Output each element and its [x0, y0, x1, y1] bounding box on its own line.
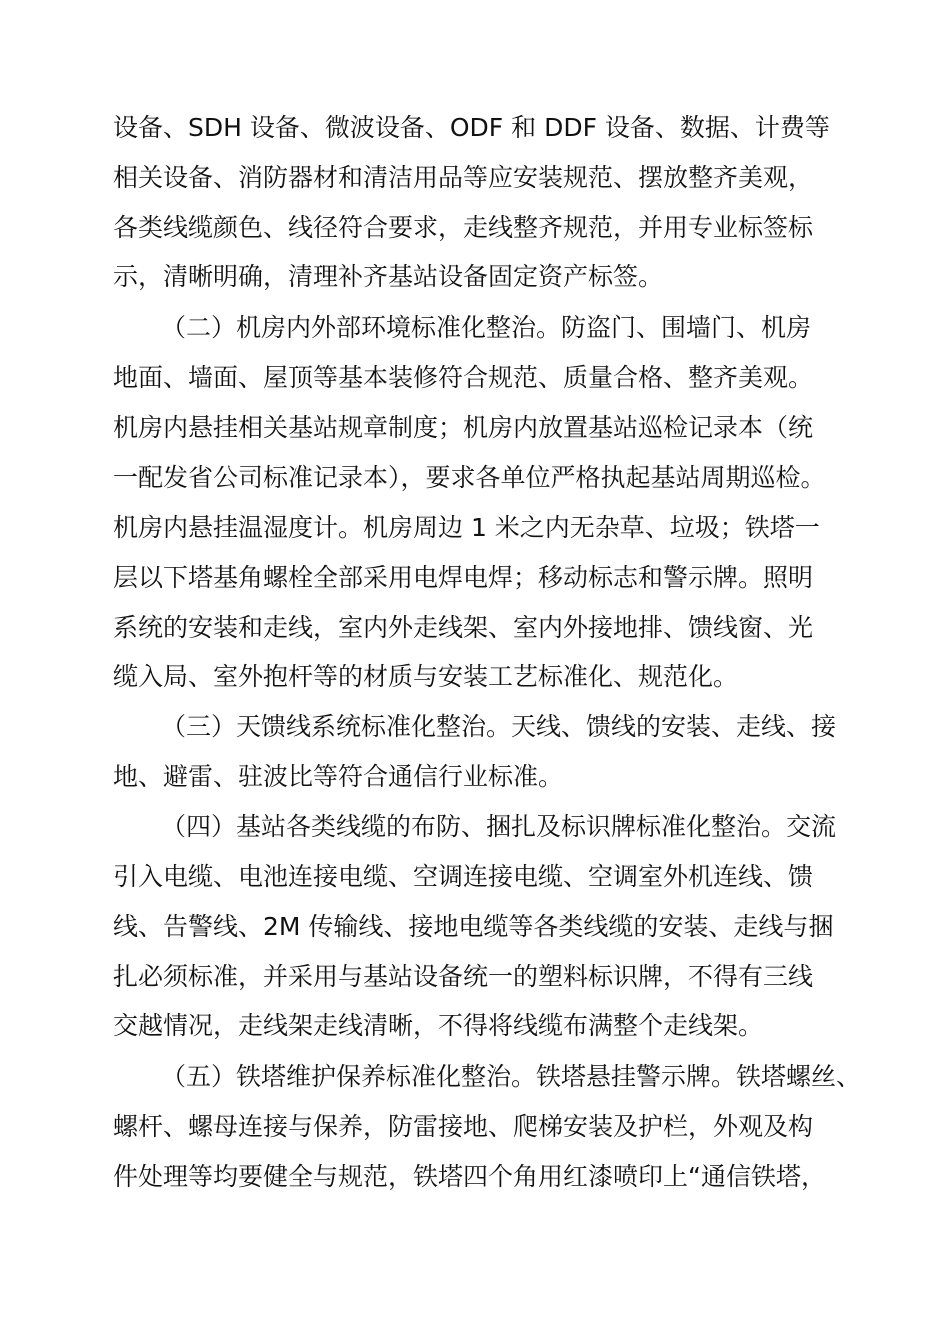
text-line: 机房内悬挂相关基站规章制度；机房内放置基站巡检记录本（统 [113, 413, 814, 442]
text-line: 相关设备、消防器材和清洁用品等应安装规范、摆放整齐美观， [113, 163, 814, 192]
section-heading-line: （五）铁塔维护保养标准化整治。铁塔悬挂警示牌。铁塔螺丝、 [161, 1062, 862, 1091]
text-line: 缆入局、室外抱杆等的材质与安装工艺标准化、规范化。 [113, 662, 739, 691]
section-heading-line: （三）天馈线系统标准化整治。天线、馈线的安装、走线、接 [161, 712, 837, 741]
text-line: 线、告警线、2M 传输线、接地电缆等各类线缆的安装、走线与捆 [113, 912, 834, 941]
text-line: 地面、墙面、屋顶等基本装修符合规范、质量合格、整齐美观。 [113, 363, 814, 392]
text-line: 各类线缆颜色、线径符合要求，走线整齐规范，并用专业标签标 [113, 213, 814, 242]
section-heading-line: （二）机房内外部环境标准化整治。防盗门、围墙门、机房 [161, 313, 812, 342]
text-line: 设备、SDH 设备、微波设备、ODF 和 DDF 设备、数据、计费等 [113, 113, 830, 142]
text-line: 螺杆、螺母连接与保养，防雷接地、爬梯安装及护栏，外观及构 [113, 1112, 814, 1141]
text-line: 地、避雷、驻波比等符合通信行业标准。 [113, 762, 564, 791]
text-line: 层以下塔基角螺栓全部采用电焊电焊；移动标志和警示牌。照明 [113, 563, 814, 592]
text-line: 一配发省公司标准记录本），要求各单位严格执起基站周期巡检。 [113, 463, 826, 492]
text-line: 系统的安装和走线，室内外走线架、室内外接地排、馈线窗、光 [113, 613, 814, 642]
text-line: 件处理等均要健全与规范，铁塔四个角用红漆喷印上“通信铁塔， [113, 1162, 826, 1191]
text-line: 示，清晰明确，清理补齐基站设备固定资产标签。 [113, 262, 664, 291]
text-line: 交越情况，走线架走线清晰，不得将线缆布满整个走线架。 [113, 1011, 764, 1040]
section-heading-line: （四）基站各类线缆的布防、捆扎及标识牌标准化整治。交流 [161, 812, 837, 841]
text-line: 机房内悬挂温湿度计。机房周边 1 米之内无杂草、垃圾；铁塔一 [113, 513, 820, 542]
text-line: 扎必须标准，并采用与基站设备统一的塑料标识牌，不得有三线 [113, 962, 814, 991]
text-line: 引入电缆、电池连接电缆、空调连接电缆、空调室外机连线、馈 [113, 862, 814, 891]
